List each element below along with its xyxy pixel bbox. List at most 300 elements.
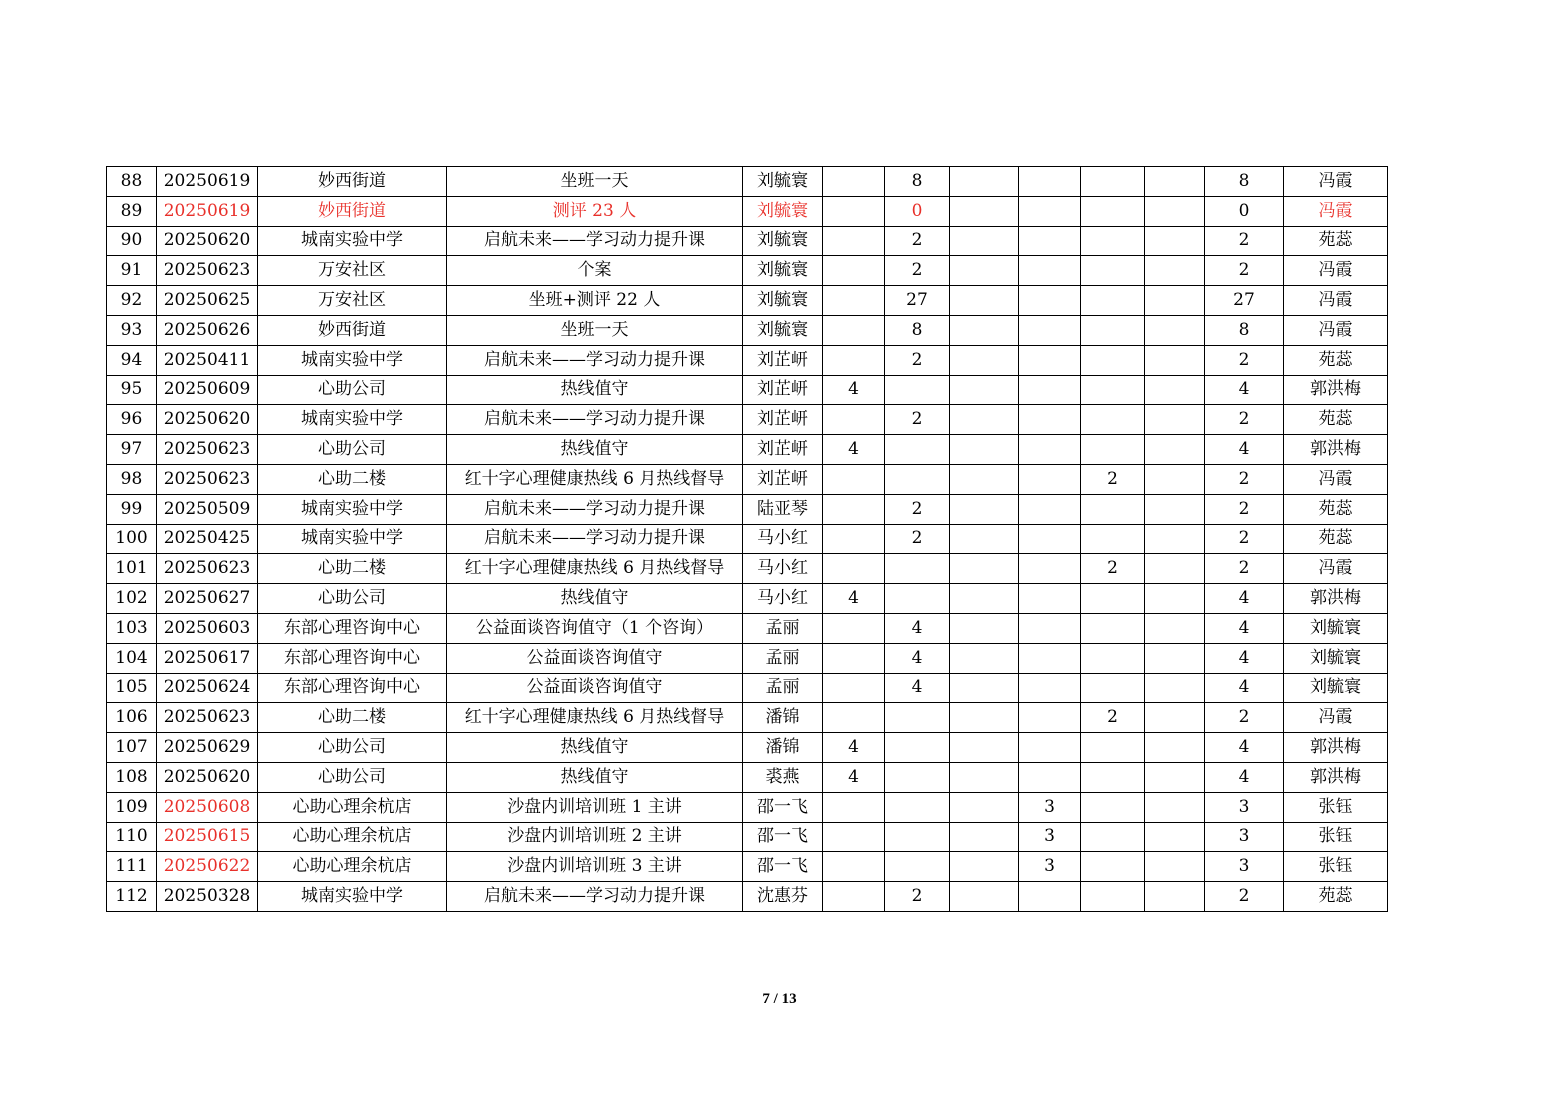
cell-col-c bbox=[950, 435, 1019, 465]
cell-index: 101 bbox=[107, 554, 157, 584]
cell-index: 95 bbox=[107, 375, 157, 405]
cell-col-f bbox=[1145, 733, 1205, 763]
cell-total: 2 bbox=[1205, 345, 1284, 375]
cell-col-b bbox=[885, 584, 950, 614]
cell-volunteer: 刘毓寰 bbox=[743, 256, 823, 286]
cell-total: 4 bbox=[1205, 375, 1284, 405]
cell-col-f bbox=[1145, 703, 1205, 733]
table-row bbox=[107, 554, 1388, 584]
cell-col-e bbox=[1081, 882, 1145, 912]
table-row bbox=[107, 524, 1388, 554]
cell-col-c bbox=[950, 673, 1019, 703]
cell-col-f bbox=[1145, 435, 1205, 465]
cell-date: 20250629 bbox=[157, 733, 258, 763]
cell-location: 城南实验中学 bbox=[258, 226, 447, 256]
cell-contact: 冯霞 bbox=[1284, 703, 1388, 733]
cell-contact: 苑蕊 bbox=[1284, 226, 1388, 256]
cell-col-f bbox=[1145, 196, 1205, 226]
cell-col-a bbox=[823, 315, 885, 345]
cell-col-d bbox=[1019, 226, 1081, 256]
table-row bbox=[107, 494, 1388, 524]
cell-col-f bbox=[1145, 882, 1205, 912]
cell-col-b: 8 bbox=[885, 167, 950, 197]
cell-total: 8 bbox=[1205, 167, 1284, 197]
cell-col-c bbox=[950, 196, 1019, 226]
cell-col-f bbox=[1145, 405, 1205, 435]
cell-col-a bbox=[823, 226, 885, 256]
cell-volunteer: 马小红 bbox=[743, 554, 823, 584]
cell-total: 2 bbox=[1205, 554, 1284, 584]
cell-location: 心助心理余杭店 bbox=[258, 822, 447, 852]
cell-activity: 热线值守 bbox=[447, 733, 743, 763]
cell-activity: 沙盘内训培训班 3 主讲 bbox=[447, 852, 743, 882]
cell-index: 110 bbox=[107, 822, 157, 852]
cell-col-a bbox=[823, 405, 885, 435]
cell-total: 8 bbox=[1205, 315, 1284, 345]
cell-col-e bbox=[1081, 524, 1145, 554]
table-row bbox=[107, 792, 1388, 822]
cell-col-c bbox=[950, 762, 1019, 792]
cell-total: 3 bbox=[1205, 792, 1284, 822]
table-row bbox=[107, 464, 1388, 494]
cell-col-d: 3 bbox=[1019, 852, 1081, 882]
cell-col-c bbox=[950, 405, 1019, 435]
cell-col-a bbox=[823, 494, 885, 524]
cell-volunteer: 刘芷岍 bbox=[743, 464, 823, 494]
cell-contact: 郭洪梅 bbox=[1284, 435, 1388, 465]
table-row bbox=[107, 196, 1388, 226]
cell-col-f bbox=[1145, 464, 1205, 494]
cell-volunteer: 邵一飞 bbox=[743, 822, 823, 852]
cell-col-f bbox=[1145, 613, 1205, 643]
cell-col-a bbox=[823, 613, 885, 643]
cell-col-d bbox=[1019, 554, 1081, 584]
cell-col-e bbox=[1081, 375, 1145, 405]
cell-col-c bbox=[950, 882, 1019, 912]
cell-col-a bbox=[823, 882, 885, 912]
cell-col-d bbox=[1019, 524, 1081, 554]
cell-volunteer: 潘锦 bbox=[743, 703, 823, 733]
cell-col-c bbox=[950, 584, 1019, 614]
cell-col-e: 2 bbox=[1081, 554, 1145, 584]
cell-col-b: 2 bbox=[885, 226, 950, 256]
cell-contact: 郭洪梅 bbox=[1284, 584, 1388, 614]
cell-col-f bbox=[1145, 345, 1205, 375]
table-row bbox=[107, 822, 1388, 852]
cell-col-d bbox=[1019, 584, 1081, 614]
cell-col-a bbox=[823, 167, 885, 197]
cell-contact: 张钰 bbox=[1284, 852, 1388, 882]
cell-col-e bbox=[1081, 435, 1145, 465]
cell-date: 20250619 bbox=[157, 196, 258, 226]
cell-contact: 苑蕊 bbox=[1284, 494, 1388, 524]
cell-index: 92 bbox=[107, 286, 157, 316]
cell-col-a bbox=[823, 286, 885, 316]
cell-contact: 冯霞 bbox=[1284, 315, 1388, 345]
page-number: 7 / 13 bbox=[762, 991, 797, 1007]
cell-col-e bbox=[1081, 822, 1145, 852]
cell-total: 2 bbox=[1205, 703, 1284, 733]
cell-col-f bbox=[1145, 762, 1205, 792]
cell-col-e: 2 bbox=[1081, 703, 1145, 733]
cell-col-b: 27 bbox=[885, 286, 950, 316]
cell-col-c bbox=[950, 375, 1019, 405]
cell-date: 20250623 bbox=[157, 256, 258, 286]
cell-col-f bbox=[1145, 852, 1205, 882]
cell-activity: 红十字心理健康热线 6 月热线督导 bbox=[447, 554, 743, 584]
cell-index: 88 bbox=[107, 167, 157, 197]
cell-col-b: 2 bbox=[885, 524, 950, 554]
cell-col-f bbox=[1145, 792, 1205, 822]
table-row bbox=[107, 852, 1388, 882]
table-row bbox=[107, 613, 1388, 643]
cell-total: 4 bbox=[1205, 733, 1284, 763]
data-table bbox=[106, 166, 1388, 912]
cell-total: 27 bbox=[1205, 286, 1284, 316]
cell-col-b bbox=[885, 852, 950, 882]
cell-col-e bbox=[1081, 256, 1145, 286]
cell-index: 97 bbox=[107, 435, 157, 465]
cell-index: 106 bbox=[107, 703, 157, 733]
cell-col-d bbox=[1019, 613, 1081, 643]
cell-activity: 个案 bbox=[447, 256, 743, 286]
cell-location: 心助公司 bbox=[258, 733, 447, 763]
cell-col-d bbox=[1019, 256, 1081, 286]
cell-col-f bbox=[1145, 315, 1205, 345]
cell-col-d bbox=[1019, 464, 1081, 494]
cell-date: 20250627 bbox=[157, 584, 258, 614]
cell-activity: 启航未来——学习动力提升课 bbox=[447, 494, 743, 524]
table-body bbox=[107, 167, 1388, 912]
cell-col-e bbox=[1081, 613, 1145, 643]
cell-col-f bbox=[1145, 584, 1205, 614]
cell-col-a bbox=[823, 822, 885, 852]
cell-col-c bbox=[950, 822, 1019, 852]
cell-date: 20250328 bbox=[157, 882, 258, 912]
cell-date: 20250615 bbox=[157, 822, 258, 852]
cell-location: 城南实验中学 bbox=[258, 882, 447, 912]
cell-index: 107 bbox=[107, 733, 157, 763]
cell-col-d bbox=[1019, 375, 1081, 405]
cell-total: 2 bbox=[1205, 226, 1284, 256]
cell-date: 20250619 bbox=[157, 167, 258, 197]
table-row bbox=[107, 673, 1388, 703]
cell-col-e bbox=[1081, 315, 1145, 345]
cell-col-a bbox=[823, 703, 885, 733]
cell-col-c bbox=[950, 315, 1019, 345]
cell-date: 20250603 bbox=[157, 613, 258, 643]
cell-activity: 启航未来——学习动力提升课 bbox=[447, 226, 743, 256]
cell-col-e bbox=[1081, 792, 1145, 822]
cell-col-a bbox=[823, 524, 885, 554]
cell-volunteer: 孟丽 bbox=[743, 613, 823, 643]
cell-volunteer: 潘锦 bbox=[743, 733, 823, 763]
table-row bbox=[107, 315, 1388, 345]
cell-index: 89 bbox=[107, 196, 157, 226]
cell-total: 4 bbox=[1205, 613, 1284, 643]
table-row bbox=[107, 643, 1388, 673]
cell-col-b bbox=[885, 762, 950, 792]
cell-location: 心助心理余杭店 bbox=[258, 792, 447, 822]
cell-date: 20250509 bbox=[157, 494, 258, 524]
cell-total: 4 bbox=[1205, 435, 1284, 465]
cell-contact: 张钰 bbox=[1284, 822, 1388, 852]
cell-location: 心助公司 bbox=[258, 375, 447, 405]
cell-date: 20250626 bbox=[157, 315, 258, 345]
table-row bbox=[107, 584, 1388, 614]
cell-activity: 公益面谈咨询值守 bbox=[447, 673, 743, 703]
cell-col-d bbox=[1019, 196, 1081, 226]
cell-col-e bbox=[1081, 762, 1145, 792]
cell-volunteer: 裘燕 bbox=[743, 762, 823, 792]
cell-volunteer: 刘芷岍 bbox=[743, 345, 823, 375]
cell-index: 91 bbox=[107, 256, 157, 286]
cell-location: 心助公司 bbox=[258, 584, 447, 614]
cell-contact: 苑蕊 bbox=[1284, 405, 1388, 435]
cell-contact: 冯霞 bbox=[1284, 286, 1388, 316]
cell-col-c bbox=[950, 226, 1019, 256]
cell-col-a: 4 bbox=[823, 733, 885, 763]
cell-index: 103 bbox=[107, 613, 157, 643]
cell-col-a bbox=[823, 673, 885, 703]
cell-col-c bbox=[950, 524, 1019, 554]
cell-col-a bbox=[823, 852, 885, 882]
cell-col-b bbox=[885, 375, 950, 405]
cell-contact: 冯霞 bbox=[1284, 196, 1388, 226]
cell-col-b: 4 bbox=[885, 643, 950, 673]
cell-contact: 苑蕊 bbox=[1284, 882, 1388, 912]
cell-col-f bbox=[1145, 643, 1205, 673]
cell-col-e: 2 bbox=[1081, 464, 1145, 494]
cell-location: 万安社区 bbox=[258, 286, 447, 316]
cell-col-d bbox=[1019, 703, 1081, 733]
table-row bbox=[107, 762, 1388, 792]
cell-col-e bbox=[1081, 226, 1145, 256]
cell-location: 城南实验中学 bbox=[258, 345, 447, 375]
cell-location: 城南实验中学 bbox=[258, 494, 447, 524]
cell-location: 心助二楼 bbox=[258, 703, 447, 733]
cell-index: 102 bbox=[107, 584, 157, 614]
cell-col-f bbox=[1145, 494, 1205, 524]
cell-date: 20250623 bbox=[157, 554, 258, 584]
cell-total: 4 bbox=[1205, 584, 1284, 614]
cell-volunteer: 马小红 bbox=[743, 524, 823, 554]
table-row bbox=[107, 733, 1388, 763]
cell-activity: 红十字心理健康热线 6 月热线督导 bbox=[447, 703, 743, 733]
table-row bbox=[107, 882, 1388, 912]
cell-col-b bbox=[885, 822, 950, 852]
cell-col-d bbox=[1019, 345, 1081, 375]
cell-index: 112 bbox=[107, 882, 157, 912]
cell-location: 心助二楼 bbox=[258, 554, 447, 584]
cell-contact: 郭洪梅 bbox=[1284, 375, 1388, 405]
cell-location: 心助二楼 bbox=[258, 464, 447, 494]
cell-col-d bbox=[1019, 435, 1081, 465]
cell-contact: 冯霞 bbox=[1284, 256, 1388, 286]
cell-index: 104 bbox=[107, 643, 157, 673]
cell-col-d bbox=[1019, 405, 1081, 435]
cell-col-e bbox=[1081, 673, 1145, 703]
cell-activity: 红十字心理健康热线 6 月热线督导 bbox=[447, 464, 743, 494]
cell-col-b bbox=[885, 435, 950, 465]
cell-volunteer: 邵一飞 bbox=[743, 852, 823, 882]
cell-col-a bbox=[823, 256, 885, 286]
cell-index: 111 bbox=[107, 852, 157, 882]
cell-col-b: 4 bbox=[885, 613, 950, 643]
cell-col-b bbox=[885, 554, 950, 584]
cell-activity: 启航未来——学习动力提升课 bbox=[447, 405, 743, 435]
cell-col-e bbox=[1081, 494, 1145, 524]
cell-date: 20250622 bbox=[157, 852, 258, 882]
cell-volunteer: 刘芷岍 bbox=[743, 405, 823, 435]
cell-index: 93 bbox=[107, 315, 157, 345]
cell-volunteer: 邵一飞 bbox=[743, 792, 823, 822]
cell-col-c bbox=[950, 494, 1019, 524]
cell-contact: 刘毓寰 bbox=[1284, 613, 1388, 643]
cell-col-f bbox=[1145, 673, 1205, 703]
cell-volunteer: 刘毓寰 bbox=[743, 286, 823, 316]
cell-col-d: 3 bbox=[1019, 792, 1081, 822]
cell-col-c bbox=[950, 554, 1019, 584]
cell-volunteer: 刘毓寰 bbox=[743, 167, 823, 197]
cell-index: 96 bbox=[107, 405, 157, 435]
cell-col-b bbox=[885, 733, 950, 763]
cell-col-b: 2 bbox=[885, 882, 950, 912]
cell-date: 20250623 bbox=[157, 464, 258, 494]
cell-location: 城南实验中学 bbox=[258, 524, 447, 554]
cell-col-a bbox=[823, 464, 885, 494]
cell-location: 万安社区 bbox=[258, 256, 447, 286]
cell-contact: 郭洪梅 bbox=[1284, 733, 1388, 763]
cell-col-b: 4 bbox=[885, 673, 950, 703]
cell-col-d bbox=[1019, 494, 1081, 524]
cell-activity: 沙盘内训培训班 2 主讲 bbox=[447, 822, 743, 852]
cell-col-a: 4 bbox=[823, 584, 885, 614]
cell-col-b: 2 bbox=[885, 405, 950, 435]
cell-col-c bbox=[950, 852, 1019, 882]
cell-col-a bbox=[823, 643, 885, 673]
cell-activity: 公益面谈咨询值守 bbox=[447, 643, 743, 673]
cell-col-d bbox=[1019, 315, 1081, 345]
cell-location: 心助心理余杭店 bbox=[258, 852, 447, 882]
cell-col-c bbox=[950, 643, 1019, 673]
cell-col-a bbox=[823, 345, 885, 375]
cell-contact: 苑蕊 bbox=[1284, 524, 1388, 554]
cell-activity: 启航未来——学习动力提升课 bbox=[447, 524, 743, 554]
cell-contact: 刘毓寰 bbox=[1284, 643, 1388, 673]
cell-activity: 沙盘内训培训班 1 主讲 bbox=[447, 792, 743, 822]
cell-col-f bbox=[1145, 554, 1205, 584]
cell-col-a bbox=[823, 554, 885, 584]
cell-date: 20250608 bbox=[157, 792, 258, 822]
cell-col-b: 2 bbox=[885, 494, 950, 524]
table-row bbox=[107, 226, 1388, 256]
cell-col-b: 2 bbox=[885, 256, 950, 286]
cell-col-c bbox=[950, 733, 1019, 763]
cell-total: 3 bbox=[1205, 852, 1284, 882]
cell-col-d: 3 bbox=[1019, 822, 1081, 852]
cell-col-c bbox=[950, 464, 1019, 494]
cell-col-d bbox=[1019, 643, 1081, 673]
cell-col-d bbox=[1019, 882, 1081, 912]
cell-col-a: 4 bbox=[823, 762, 885, 792]
cell-volunteer: 孟丽 bbox=[743, 643, 823, 673]
cell-col-e bbox=[1081, 643, 1145, 673]
cell-volunteer: 刘毓寰 bbox=[743, 226, 823, 256]
cell-date: 20250623 bbox=[157, 703, 258, 733]
cell-contact: 郭洪梅 bbox=[1284, 762, 1388, 792]
cell-activity: 热线值守 bbox=[447, 762, 743, 792]
cell-col-f bbox=[1145, 167, 1205, 197]
cell-activity: 坐班一天 bbox=[447, 167, 743, 197]
cell-col-f bbox=[1145, 524, 1205, 554]
cell-index: 109 bbox=[107, 792, 157, 822]
cell-date: 20250617 bbox=[157, 643, 258, 673]
cell-contact: 冯霞 bbox=[1284, 167, 1388, 197]
cell-activity: 启航未来——学习动力提升课 bbox=[447, 345, 743, 375]
cell-col-a bbox=[823, 196, 885, 226]
table-row bbox=[107, 435, 1388, 465]
cell-col-d bbox=[1019, 286, 1081, 316]
cell-col-a bbox=[823, 792, 885, 822]
cell-col-f bbox=[1145, 822, 1205, 852]
cell-activity: 公益面谈咨询值守（1 个咨询） bbox=[447, 613, 743, 643]
cell-col-b bbox=[885, 464, 950, 494]
cell-col-b: 0 bbox=[885, 196, 950, 226]
cell-location: 心助公司 bbox=[258, 435, 447, 465]
cell-activity: 测评 23 人 bbox=[447, 196, 743, 226]
cell-contact: 冯霞 bbox=[1284, 464, 1388, 494]
cell-location: 妙西街道 bbox=[258, 196, 447, 226]
cell-volunteer: 刘芷岍 bbox=[743, 435, 823, 465]
cell-total: 2 bbox=[1205, 464, 1284, 494]
cell-volunteer: 刘毓寰 bbox=[743, 196, 823, 226]
cell-contact: 刘毓寰 bbox=[1284, 673, 1388, 703]
cell-total: 2 bbox=[1205, 256, 1284, 286]
cell-col-b bbox=[885, 703, 950, 733]
cell-col-c bbox=[950, 792, 1019, 822]
cell-activity: 坐班一天 bbox=[447, 315, 743, 345]
cell-date: 20250624 bbox=[157, 673, 258, 703]
cell-activity: 热线值守 bbox=[447, 435, 743, 465]
cell-volunteer: 沈惠芬 bbox=[743, 882, 823, 912]
table-row bbox=[107, 256, 1388, 286]
cell-col-f bbox=[1145, 226, 1205, 256]
cell-activity: 坐班+测评 22 人 bbox=[447, 286, 743, 316]
cell-location: 东部心理咨询中心 bbox=[258, 643, 447, 673]
cell-col-e bbox=[1081, 167, 1145, 197]
cell-total: 3 bbox=[1205, 822, 1284, 852]
cell-col-e bbox=[1081, 405, 1145, 435]
table-row bbox=[107, 703, 1388, 733]
cell-location: 妙西街道 bbox=[258, 315, 447, 345]
cell-col-e bbox=[1081, 733, 1145, 763]
cell-date: 20250623 bbox=[157, 435, 258, 465]
cell-index: 99 bbox=[107, 494, 157, 524]
cell-col-d bbox=[1019, 167, 1081, 197]
cell-date: 20250609 bbox=[157, 375, 258, 405]
cell-date: 20250620 bbox=[157, 226, 258, 256]
table-row bbox=[107, 345, 1388, 375]
cell-col-c bbox=[950, 703, 1019, 733]
cell-col-c bbox=[950, 345, 1019, 375]
cell-col-b bbox=[885, 792, 950, 822]
cell-location: 妙西街道 bbox=[258, 167, 447, 197]
cell-activity: 启航未来——学习动力提升课 bbox=[447, 882, 743, 912]
cell-total: 2 bbox=[1205, 524, 1284, 554]
cell-activity: 热线值守 bbox=[447, 375, 743, 405]
cell-col-c bbox=[950, 613, 1019, 643]
